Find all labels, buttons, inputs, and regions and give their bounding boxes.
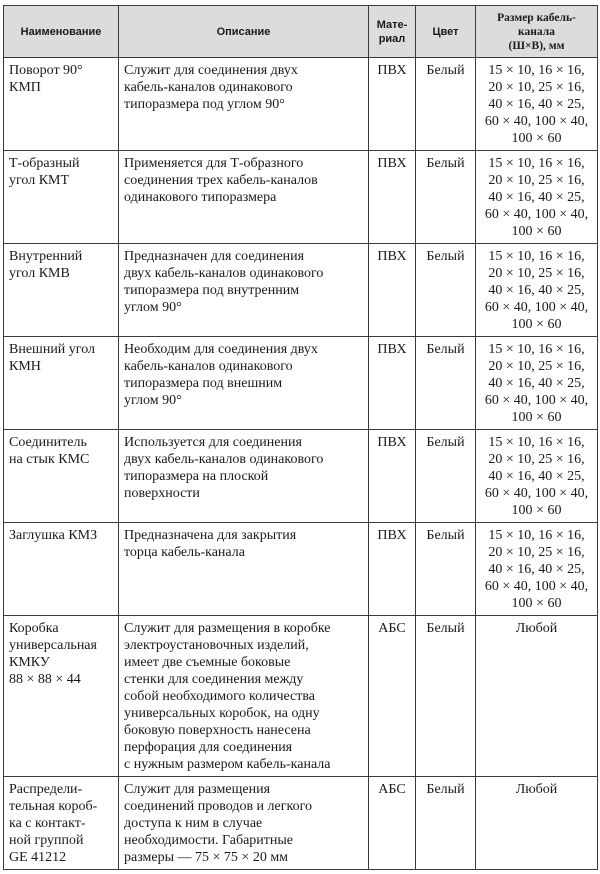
cell-size-line: 20 × 10, 25 × 16, xyxy=(488,173,585,188)
cell-description-line: перфорация для соединения xyxy=(124,740,293,755)
cell-name-line: GE 41212 xyxy=(9,850,67,865)
cell-description-line: двух кабель-каналов одинакового xyxy=(124,452,324,467)
cell-size-line: 60 × 40, 100 × 40, xyxy=(484,579,589,594)
cell-size xyxy=(476,151,598,244)
cell-size xyxy=(476,616,598,777)
cell-name-line: универсальная xyxy=(9,638,97,653)
cell-size-line: 40 × 16, 40 × 25, xyxy=(488,562,585,577)
table-row xyxy=(4,777,598,870)
cell-description xyxy=(119,523,369,616)
cell-description xyxy=(119,430,369,523)
cell-size-line: 60 × 40, 100 × 40, xyxy=(484,300,589,315)
cell-description xyxy=(119,337,369,430)
cell-name xyxy=(4,58,119,151)
header-size xyxy=(476,6,598,58)
cell-size-line: 15 × 10, 16 × 16, xyxy=(488,63,585,78)
cell-size-line: 40 × 16, 40 × 25, xyxy=(488,97,585,112)
cell-color: Белый xyxy=(416,523,476,616)
cell-name xyxy=(4,616,119,777)
cell-size-line: 40 × 16, 40 × 25, xyxy=(488,376,585,391)
cell-description-line: торца кабель-канала xyxy=(124,545,245,560)
cell-description-line: типоразмера под внутренним xyxy=(124,283,300,298)
header-color: Цвет xyxy=(416,6,476,58)
cell-name-line: ка с контакт- xyxy=(9,816,86,831)
cell-size-line: 100 × 60 xyxy=(511,596,562,611)
cell-material: ПВХ xyxy=(369,244,416,337)
cell-size xyxy=(476,430,598,523)
cell-name-line: 88 × 88 × 44 xyxy=(9,672,81,687)
table-row xyxy=(4,58,598,151)
cell-size-line: 40 × 16, 40 × 25, xyxy=(488,469,585,484)
cell-name-line: Коробка xyxy=(9,621,59,636)
table-header xyxy=(4,6,598,58)
header-row xyxy=(4,6,598,58)
cell-size-line: 15 × 10, 16 × 16, xyxy=(488,435,585,450)
cell-color: Белый xyxy=(416,777,476,870)
cell-size-line: 40 × 16, 40 × 25, xyxy=(488,190,585,205)
cell-description-line: Предназначена для закрытия xyxy=(124,528,297,543)
cell-name-line: Заглушка КМЗ xyxy=(9,528,98,543)
table-row xyxy=(4,337,598,430)
cell-description-line: стенки для соединения между xyxy=(124,672,304,687)
cell-name-line: Соединитель xyxy=(9,435,87,450)
cell-size xyxy=(476,58,598,151)
cell-size-line: 100 × 60 xyxy=(511,410,562,425)
cell-name-line: тельная короб- xyxy=(9,799,98,814)
cell-description-line: с нужным размером кабель-канала xyxy=(124,757,331,772)
cell-color: Белый xyxy=(416,337,476,430)
cell-size-line: 100 × 60 xyxy=(511,131,562,146)
cell-size-line: 60 × 40, 100 × 40, xyxy=(484,393,589,408)
cell-size-line: 60 × 40, 100 × 40, xyxy=(484,207,589,222)
cell-name-line: Внешний угол xyxy=(9,342,95,357)
cell-material: ПВХ xyxy=(369,337,416,430)
cell-material: ПВХ xyxy=(369,151,416,244)
cell-description-line: необходимости. Габаритные xyxy=(124,833,294,848)
cell-name-line: КМП xyxy=(9,80,41,95)
cell-description-line: Используется для соединения xyxy=(124,435,302,450)
cell-description-line: Необходим для соединения двух xyxy=(124,342,318,357)
cell-color: Белый xyxy=(416,244,476,337)
header-description: Описание xyxy=(119,6,369,58)
cell-size-line: 100 × 60 xyxy=(511,317,562,332)
cell-name-line: Распредели- xyxy=(9,782,83,797)
cell-description xyxy=(119,151,369,244)
cell-size-line: Любой xyxy=(515,621,558,636)
cell-size-line: 100 × 60 xyxy=(511,224,562,239)
cell-material: ПВХ xyxy=(369,58,416,151)
cell-name-line: Поворот 90° xyxy=(9,63,83,78)
cell-name-line: на стык КМС xyxy=(9,452,90,467)
cell-description-line: кабель-каналов одинакового xyxy=(124,359,293,374)
cell-size-line: 15 × 10, 16 × 16, xyxy=(488,342,585,357)
header-material xyxy=(369,6,416,58)
cell-material: ПВХ xyxy=(369,523,416,616)
cell-description-line: Служит для соединения двух xyxy=(124,63,298,78)
cell-description-line: поверхности xyxy=(124,486,200,501)
table-row xyxy=(4,523,598,616)
table-row xyxy=(4,430,598,523)
cell-name xyxy=(4,523,119,616)
cell-material: АБС xyxy=(369,777,416,870)
cell-description-line: типоразмера под внешним xyxy=(124,376,283,391)
cell-description-line: имеет две съемные боковые xyxy=(124,655,291,670)
cell-size-line: 15 × 10, 16 × 16, xyxy=(488,528,585,543)
cell-description-line: Применяется для Т-образного xyxy=(124,156,304,171)
cell-name-line: КМКУ xyxy=(9,655,50,670)
cell-name xyxy=(4,244,119,337)
cell-material: ПВХ xyxy=(369,430,416,523)
cell-name xyxy=(4,777,119,870)
cell-description-line: одинакового типоразмера xyxy=(124,190,277,205)
cell-description-line: соединений проводов и легкого xyxy=(124,799,312,814)
cell-color: Белый xyxy=(416,430,476,523)
cell-description xyxy=(119,616,369,777)
cell-description-line: типоразмера на плоской xyxy=(124,469,269,484)
cell-description-line: собой необходимого количества xyxy=(124,689,316,704)
cell-name xyxy=(4,151,119,244)
cell-description-line: соединения трех кабель-каналов xyxy=(124,173,318,188)
cell-color: Белый xyxy=(416,58,476,151)
cell-size-line: 15 × 10, 16 × 16, xyxy=(488,249,585,264)
cell-description-line: углом 90° xyxy=(124,393,182,408)
cell-description-line: доступа к ним в случае xyxy=(124,816,263,831)
cell-name-line: Внутренний xyxy=(9,249,83,264)
cell-description-line: универсальных коробок, на одну xyxy=(124,706,320,721)
cell-description-line: кабель-каналов одинакового xyxy=(124,80,293,95)
cell-size xyxy=(476,244,598,337)
cell-description-line: Предназначен для соединения xyxy=(124,249,305,264)
cell-name xyxy=(4,337,119,430)
cell-size-line: 15 × 10, 16 × 16, xyxy=(488,156,585,171)
cell-description xyxy=(119,777,369,870)
cell-name-line: КМН xyxy=(9,359,41,374)
cell-color: Белый xyxy=(416,616,476,777)
cell-name xyxy=(4,430,119,523)
cell-description-line: боковую поверхность нанесена xyxy=(124,723,311,738)
cell-description-line: углом 90° xyxy=(124,300,182,315)
table-row xyxy=(4,244,598,337)
cell-size-line: 20 × 10, 25 × 16, xyxy=(488,266,585,281)
cell-size-line: 60 × 40, 100 × 40, xyxy=(484,486,589,501)
cell-size-line: 100 × 60 xyxy=(511,503,562,518)
cell-size xyxy=(476,523,598,616)
header-size-line: Размер кабель- xyxy=(497,12,576,24)
header-size-line: канала xyxy=(518,26,555,38)
cell-size xyxy=(476,777,598,870)
cell-description xyxy=(119,58,369,151)
cell-size-line: 40 × 16, 40 × 25, xyxy=(488,283,585,298)
cell-description-line: двух кабель-каналов одинакового xyxy=(124,266,324,281)
cell-color: Белый xyxy=(416,151,476,244)
cell-size-line: 20 × 10, 25 × 16, xyxy=(488,545,585,560)
cell-name-line: ной группой xyxy=(9,833,84,848)
cell-description-line: Служит для размещения xyxy=(124,782,271,797)
cell-name-line: угол КМВ xyxy=(9,266,70,281)
cell-size xyxy=(476,337,598,430)
cell-description xyxy=(119,244,369,337)
cell-size-line: 20 × 10, 25 × 16, xyxy=(488,359,585,374)
table-row xyxy=(4,616,598,777)
cell-description-line: Служит для размещения в коробке xyxy=(124,621,331,636)
table-row xyxy=(4,151,598,244)
cell-name-line: Т-образный xyxy=(9,156,80,171)
cell-size-line: 20 × 10, 25 × 16, xyxy=(488,80,585,95)
cell-description-line: типоразмера под углом 90° xyxy=(124,97,285,112)
header-size-line: (Ш×В), мм xyxy=(508,40,565,52)
cell-description-line: электроустановочных изделий, xyxy=(124,638,309,653)
cell-material: АБС xyxy=(369,616,416,777)
header-material-line: риал xyxy=(378,33,406,45)
product-table xyxy=(3,5,598,870)
cell-size-line: 20 × 10, 25 × 16, xyxy=(488,452,585,467)
header-material-line: Мате- xyxy=(376,19,408,31)
table-body xyxy=(4,58,598,870)
cell-size-line: Любой xyxy=(515,782,558,797)
cell-name-line: угол КМТ xyxy=(9,173,70,188)
header-name: Наименование xyxy=(4,6,119,58)
cell-size-line: 60 × 40, 100 × 40, xyxy=(484,114,589,129)
cell-description-line: размеры — 75 × 75 × 20 мм xyxy=(124,850,289,865)
